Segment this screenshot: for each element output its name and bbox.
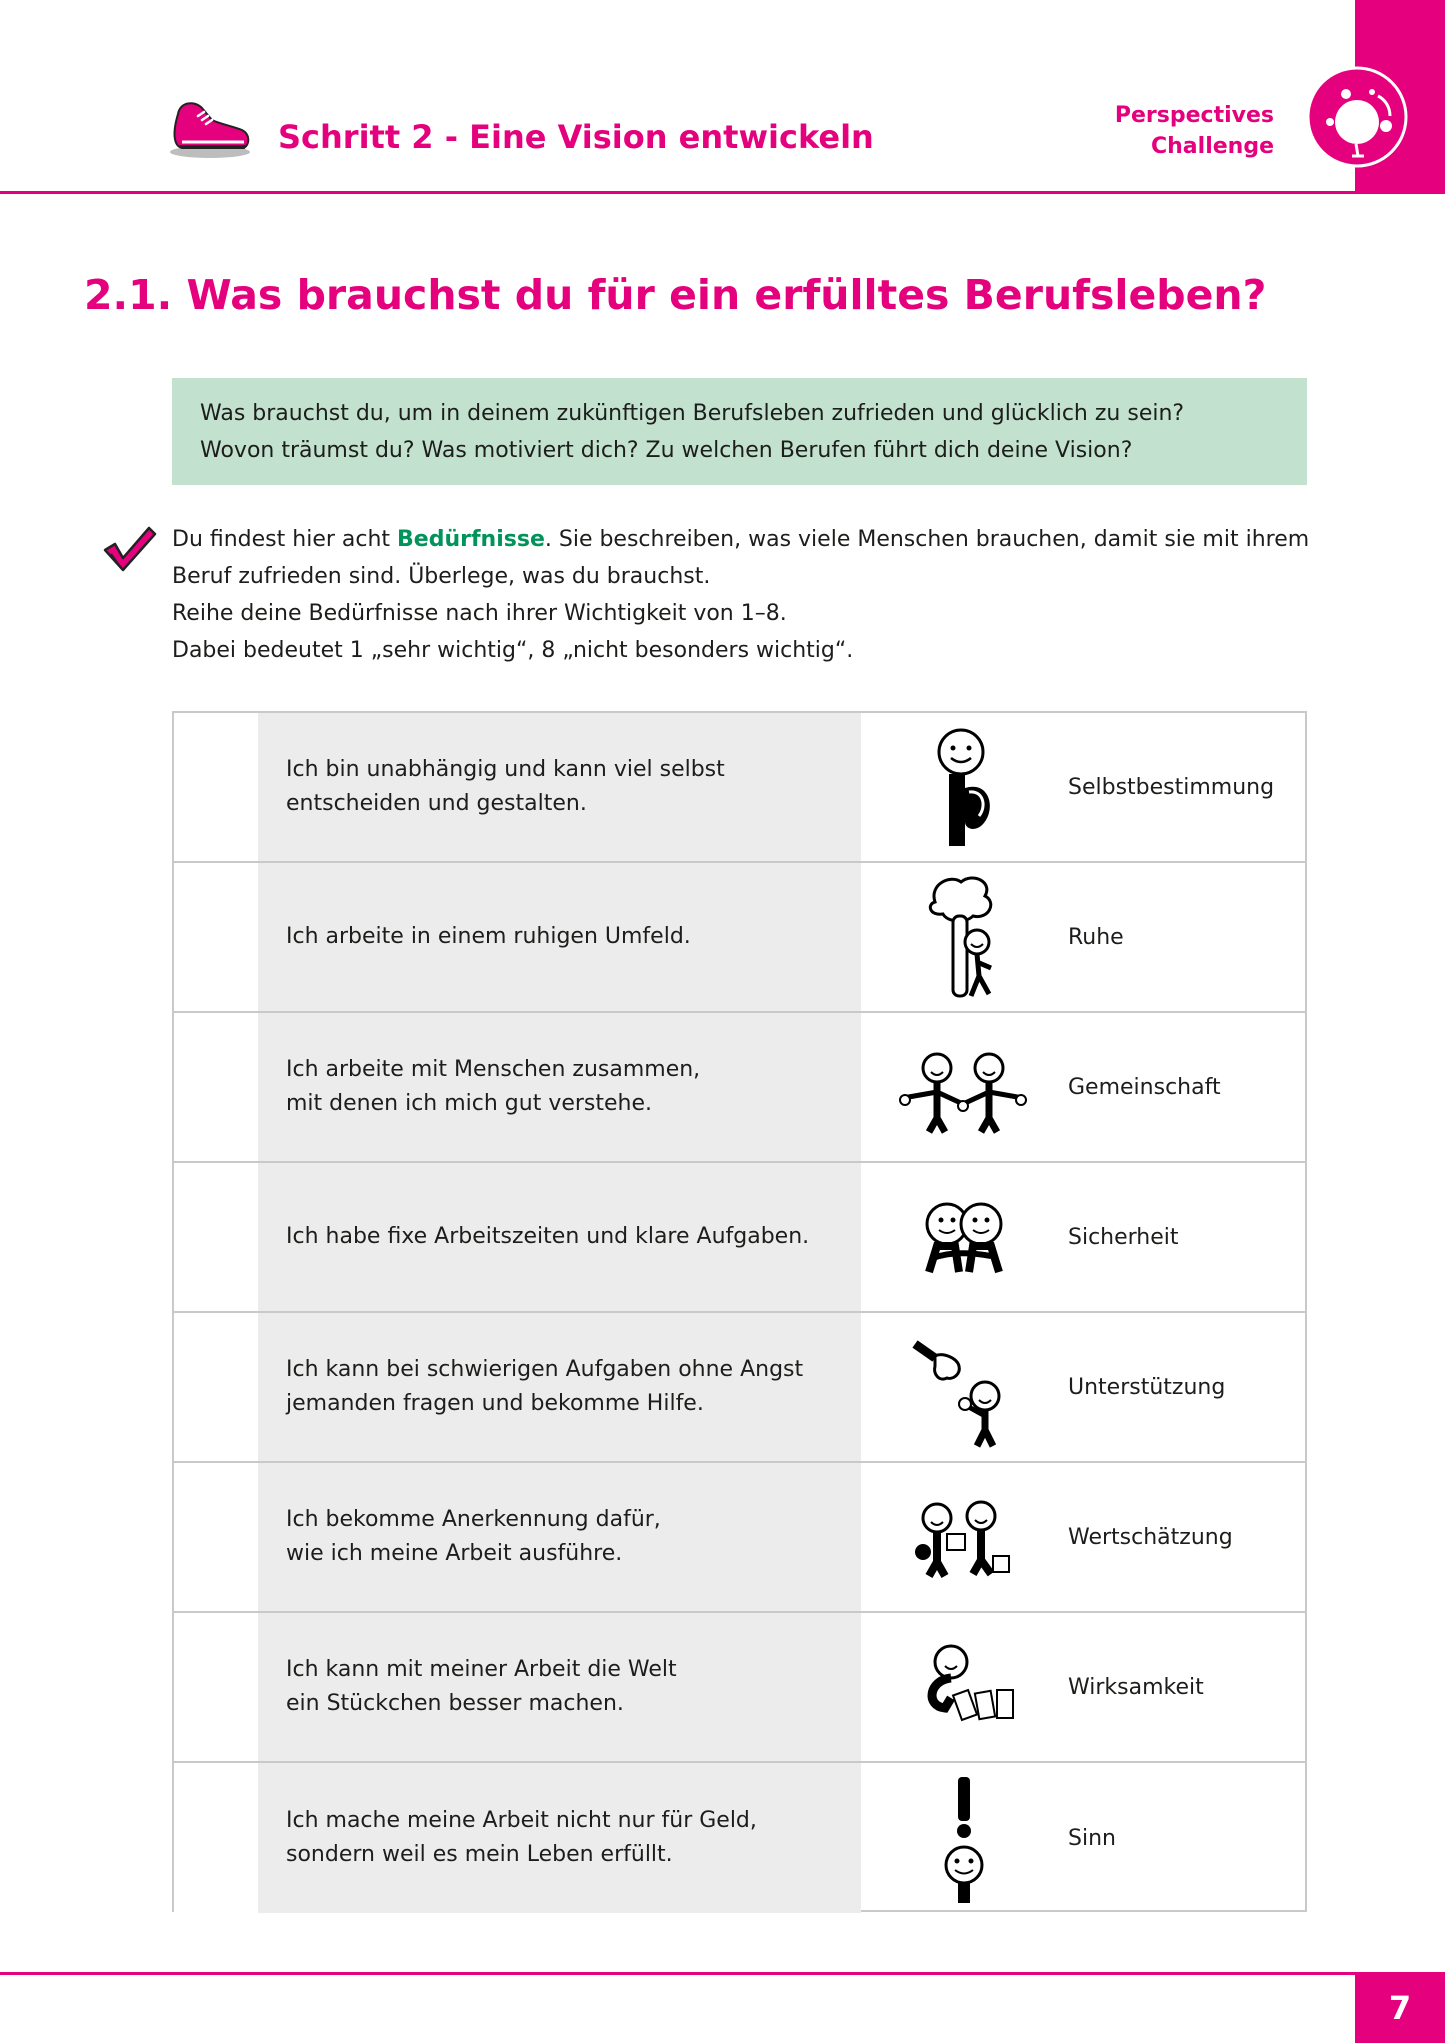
need-name: Wirksamkeit [1068,1674,1204,1700]
table-row [174,1013,1305,1163]
need-name: Wertschätzung [1068,1524,1233,1550]
rank-input-cell[interactable] [174,1463,258,1611]
rank-input-cell[interactable] [174,1013,258,1161]
need-name: Selbstbestimmung [1068,774,1275,800]
helping-hand-icon [864,1313,1064,1461]
need-name: Sinn [1068,1825,1116,1851]
header-divider [0,191,1445,194]
person-with-dominoes-icon [864,1613,1064,1761]
table-row [174,1313,1305,1463]
rank-input-cell[interactable] [174,1613,258,1761]
instructions-suffix: . Sie beschreiben, was viele Menschen brauchen, damit sie mit ihrem [544,527,1310,552]
two-people-embracing-icon [864,1163,1064,1311]
need-name: Ruhe [1068,924,1124,950]
table-row [174,1463,1305,1613]
need-description: Ich bin unabhängig und kann viel selbst entscheiden und gestalten. [258,713,861,861]
brand-name [1115,100,1274,162]
brand-line-2: Challenge [1151,134,1274,159]
need-description: Ich arbeite in einem ruhigen Umfeld. [258,863,861,1011]
need-name: Unterstützung [1068,1374,1226,1400]
need-description: Ich mache meine Arbeit nicht nur für Geld, sondern weil es mein Leben erfüllt. [258,1763,861,1913]
need-description: Ich bekomme Anerkennung dafür, wie ich meine Arbeit ausführe. [258,1463,861,1611]
person-self-hug-icon [864,713,1064,861]
need-name: Sicherheit [1068,1224,1179,1250]
intro-line-2: Wovon träumst du? Was motiviert dich? Zu welchen Berufen führt dich deine Vision? [200,438,1133,463]
table-row [174,713,1305,863]
need-description: Ich kann bei schwierigen Aufgaben ohne Angst jemanden fragen und bekomme Hilfe. [258,1313,861,1461]
rank-input-cell[interactable] [174,1763,258,1913]
header-title: Schritt 2 - Eine Vision entwickeln [278,118,874,156]
page-number: 7 [1355,1972,1445,2043]
intro-box [172,378,1307,485]
needs-table [172,711,1307,1912]
shoe-icon [168,94,252,162]
instructions-highlight: Bedürfnisse [397,527,545,552]
people-exchanging-icon [864,1463,1064,1611]
footer-divider [0,1972,1355,1975]
checkmark-icon [101,524,157,574]
table-row [174,1163,1305,1313]
brand-line-1: Perspectives [1114,103,1274,128]
need-description: Ich arbeite mit Menschen zusammen, mit denen ich mich gut verstehe. [258,1013,861,1161]
person-exclamation-icon [864,1763,1064,1913]
need-description: Ich kann mit meiner Arbeit die Welt ein Stückchen besser machen. [258,1613,861,1761]
person-resting-under-tree-icon [864,863,1064,1011]
rank-input-cell[interactable] [174,1163,258,1311]
instructions-prefix: Du findest hier acht [172,527,398,552]
instructions-line-2: Beruf zufrieden sind. Überlege, was du brauchst. [172,564,711,589]
instructions-line-1 [172,521,1322,558]
people-holding-hands-icon [864,1013,1064,1161]
table-row [174,863,1305,1013]
globe-logo-icon [1306,66,1408,168]
need-description: Ich habe fixe Arbeitszeiten und klare Aufgaben. [258,1163,861,1311]
rank-input-cell[interactable] [174,863,258,1011]
section-title: 2.1. Was brauchst du für ein erfülltes Berufsleben? [84,271,1267,319]
need-name: Gemeinschaft [1068,1074,1221,1100]
instructions-text [172,521,1322,669]
intro-line-1: Was brauchst du, um in deinem zukünftigen Berufsleben zufrieden und glücklich zu sein? [200,401,1185,426]
table-row [174,1763,1305,1913]
instructions-line-3: Reihe deine Bedürfnisse nach ihrer Wichtigkeit von 1–8. [172,601,787,626]
rank-input-cell[interactable] [174,713,258,861]
rank-input-cell[interactable] [174,1313,258,1461]
instructions-line-4: Dabei bedeutet 1 „sehr wichtig“, 8 „nicht besonders wichtig“. [172,638,854,663]
table-row [174,1613,1305,1763]
